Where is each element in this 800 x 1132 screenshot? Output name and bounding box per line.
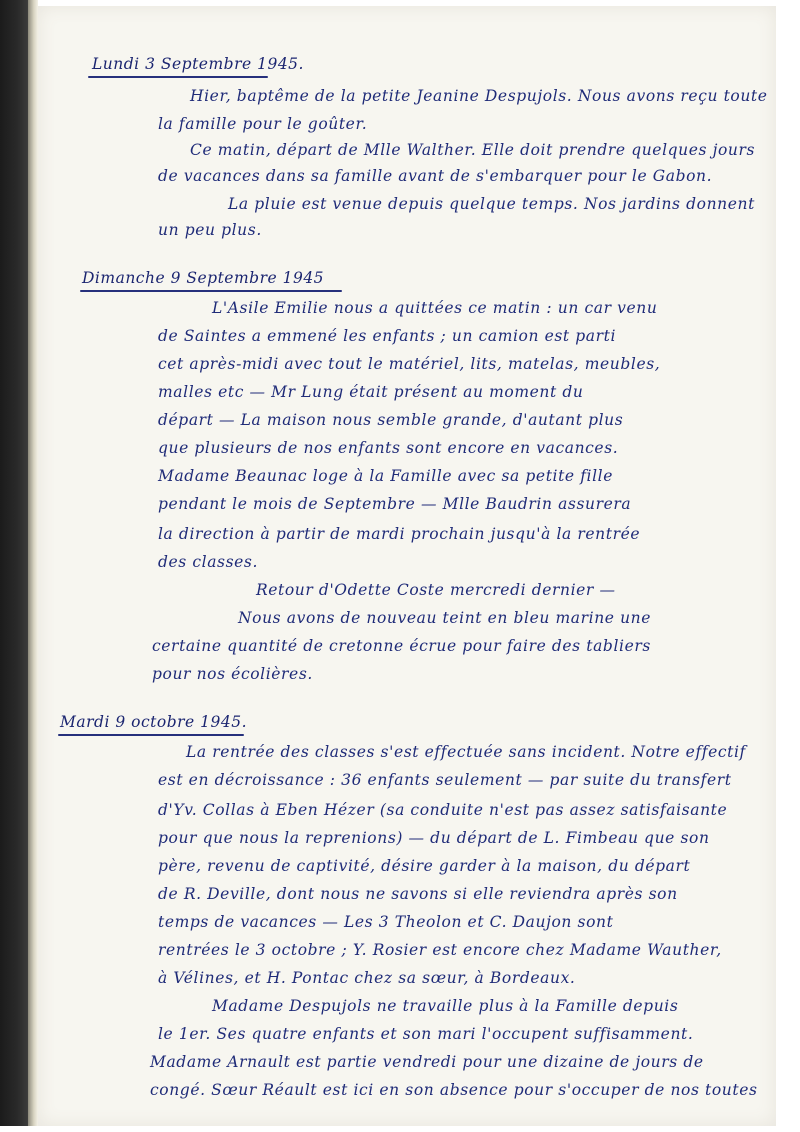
entry-line: la famille pour le goûter. <box>158 115 368 133</box>
date-underline <box>80 290 342 292</box>
page-edge <box>28 0 38 1132</box>
entry-line: Retour d'Odette Coste mercredi dernier — <box>256 581 616 599</box>
entry-line: pour que nous la reprenions) — du départ de L. Fimbeau que son <box>158 829 710 847</box>
entry-line: rentrées le 3 octobre ; Y. Rosier est encore chez Madame Wauther, <box>158 941 722 959</box>
entry-line: certaine quantité de cretonne écrue pour faire des tabliers <box>152 637 651 655</box>
scan-margin-bottom <box>0 1126 800 1132</box>
entry-line: La pluie est venue depuis quelque temps. Nos jardins donnent <box>228 195 755 213</box>
entry-line: congé. Sœur Réault est ici en son absence pour s'occuper de nos toutes <box>150 1081 758 1099</box>
entry-date: Mardi 9 octobre 1945. <box>60 713 247 731</box>
entry-line: pour nos écolières. <box>152 665 313 683</box>
entry-date: Lundi 3 Septembre 1945. <box>92 55 304 73</box>
entry-line: cet après-midi avec tout le matériel, lits, matelas, meubles, <box>158 355 661 373</box>
entry-line: est en décroissance : 36 enfants seulement — par suite du transfert <box>158 771 732 789</box>
entry-line: père, revenu de captivité, désire garder à la maison, du départ <box>158 857 691 875</box>
entry-line: Hier, baptême de la petite Jeanine Despujols. Nous avons reçu toute <box>190 87 768 105</box>
entry-line: pendant le mois de Septembre — Mlle Baudrin assurera <box>158 495 632 513</box>
entry-line: de R. Deville, dont nous ne savons si elle reviendra après son <box>158 885 678 903</box>
date-underline <box>88 76 268 78</box>
entry-line: le 1er. Ses quatre enfants et son mari l'occupent suffisamment. <box>158 1025 694 1043</box>
entry-line: à Vélines, et H. Pontac chez sa sœur, à Bordeaux. <box>158 969 576 987</box>
entry-line: Madame Despujols ne travaille plus à la Famille depuis <box>212 997 679 1015</box>
entry-line: la direction à partir de mardi prochain jusqu'à la rentrée <box>158 525 641 543</box>
entry-date: Dimanche 9 Septembre 1945 <box>82 269 325 287</box>
entry-line: malles etc — Mr Lung était présent au moment du <box>158 383 584 401</box>
date-underline <box>58 734 244 736</box>
entry-line: que plusieurs de nos enfants sont encore en vacances. <box>158 439 619 457</box>
scan-margin <box>776 0 800 1132</box>
entry-line: de Saintes a emmené les enfants ; un camion est parti <box>158 327 617 345</box>
entry-line: Ce matin, départ de Mlle Walther. Elle doit prendre quelques jours <box>190 141 756 159</box>
entry-line: Madame Arnault est partie vendredi pour une dizaine de jours de <box>150 1053 704 1071</box>
entry-line: des classes. <box>158 553 259 571</box>
entry-line: un peu plus. <box>158 221 262 239</box>
entry-line: de vacances dans sa famille avant de s'embarquer pour le Gabon. <box>158 167 713 185</box>
entry-line: Nous avons de nouveau teint en bleu marine une <box>238 609 652 627</box>
entry-line: La rentrée des classes s'est effectuée sans incident. Notre effectif <box>186 743 746 761</box>
entry-line: L'Asile Emilie nous a quittées ce matin : un car venu <box>212 299 658 317</box>
entry-line: Madame Beaunac loge à la Famille avec sa petite fille <box>158 467 613 485</box>
entry-line: temps de vacances — Les 3 Theolon et C. Daujon sont <box>158 913 614 931</box>
entry-line: départ — La maison nous semble grande, d'autant plus <box>158 411 624 429</box>
entry-line: d'Yv. Collas à Eben Hézer (sa conduite n'est pas assez satisfaisante <box>158 801 728 819</box>
